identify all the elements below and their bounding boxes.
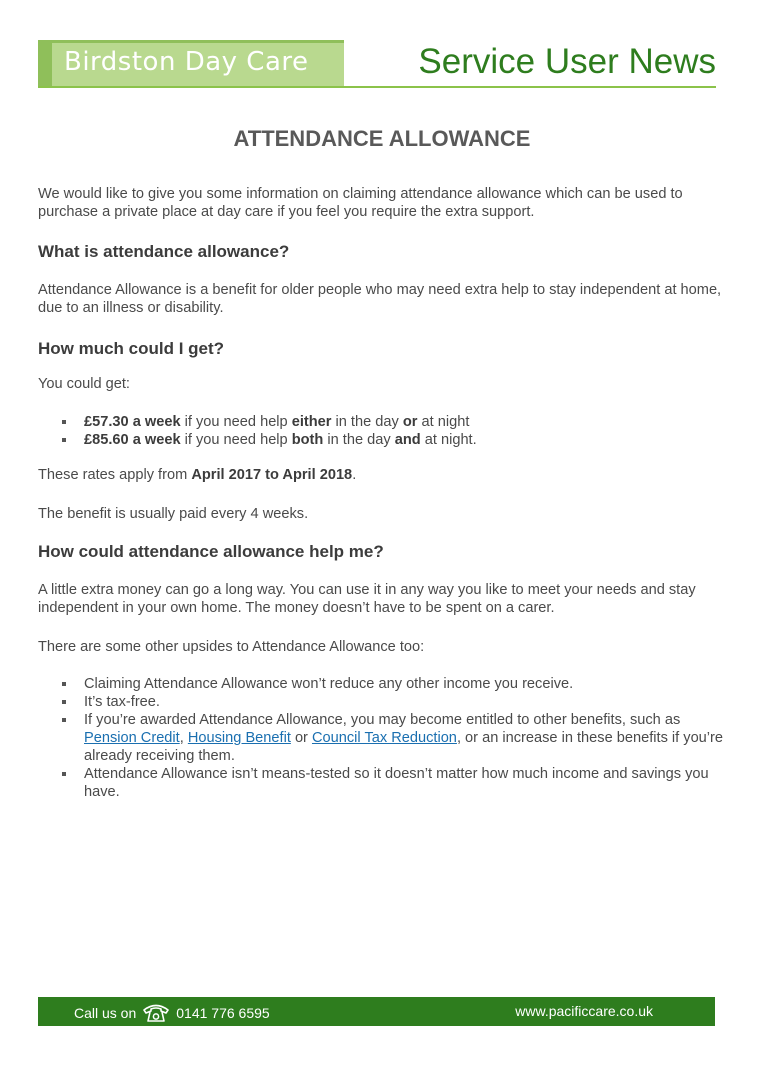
list-text: or [290, 730, 312, 746]
council-tax-reduction-link[interactable]: Council Tax Reduction [311, 730, 457, 746]
list-text: at night [417, 414, 470, 430]
list-text: If you’re awarded Attendance Allowance, you may become entitled to other benefits, such as [84, 712, 681, 728]
emphasis: or [402, 414, 418, 430]
list-item [38, 413, 728, 431]
footer-call [74, 1003, 270, 1023]
housing-benefit-link[interactable]: Housing Benefit [187, 730, 291, 746]
brand-banner [38, 40, 344, 86]
list-text: , or an increase in these benefits if you’re already receiving them. [84, 730, 724, 764]
how-help-paragraph: A little extra money can go a long way. You can use it in any way you like to meet your needs and stay independent in your own home. The money doesn’t have to be spent on a carer. [38, 582, 696, 616]
list-item: Attendance Allowance isn’t means-tested so it doesn’t matter how much income and savings you have. [38, 765, 728, 801]
emphasis: both [291, 432, 324, 448]
list-item: It’s tax-free. [38, 693, 728, 711]
rates-text: . [352, 467, 357, 483]
heading-what-is: What is attendance allowance? [38, 242, 290, 261]
rate-amount: £57.30 a week [84, 414, 181, 430]
upsides-list [38, 675, 728, 801]
list-text: in the day [331, 414, 403, 430]
newsletter-title: Service User News [418, 42, 716, 81]
telephone-icon [142, 1003, 170, 1023]
page-title: ATTENDANCE ALLOWANCE [233, 126, 531, 151]
list-text: if you need help [180, 414, 292, 430]
page-footer [38, 997, 715, 1026]
upsides-lead: There are some other upsides to Attendance Allowance too: [38, 639, 425, 655]
payment-paragraph: The benefit is usually paid every 4 weeks. [38, 506, 309, 522]
rates-text: These rates apply from [38, 467, 192, 483]
heading-how-help: How could attendance allowance help me? [38, 542, 384, 561]
phone-number: 0141 776 6595 [176, 1005, 270, 1021]
call-label: Call us on [74, 1005, 137, 1021]
rates-period: April 2017 to April 2018 [191, 467, 353, 483]
list-text: , [179, 730, 188, 746]
rates-list [38, 413, 728, 449]
list-item [38, 431, 728, 449]
how-much-lead: You could get: [38, 376, 130, 392]
list-item: Claiming Attendance Allowance won’t reduce any other income you receive. [38, 675, 728, 693]
rates-period-paragraph [38, 466, 728, 484]
list-item [38, 711, 728, 765]
what-is-paragraph: Attendance Allowance is a benefit for older people who may need extra help to stay independent at home, due to an illness or disability. [38, 282, 722, 316]
brand-name: Birdston Day Care [64, 47, 309, 77]
list-text: in the day [323, 432, 395, 448]
website-address: www.pacificcare.co.uk [515, 1003, 653, 1019]
page-header [38, 40, 716, 88]
emphasis: either [291, 414, 332, 430]
rate-amount: £85.60 a week [84, 432, 181, 448]
list-text: at night. [420, 432, 477, 448]
heading-how-much: How much could I get? [38, 339, 225, 358]
emphasis: and [394, 432, 421, 448]
list-text: if you need help [180, 432, 292, 448]
pension-credit-link[interactable]: Pension Credit [84, 730, 180, 746]
intro-paragraph: We would like to give you some information on claiming attendance allowance which can be used to purchase a private place at day care if you feel you require the extra support. [38, 186, 683, 220]
